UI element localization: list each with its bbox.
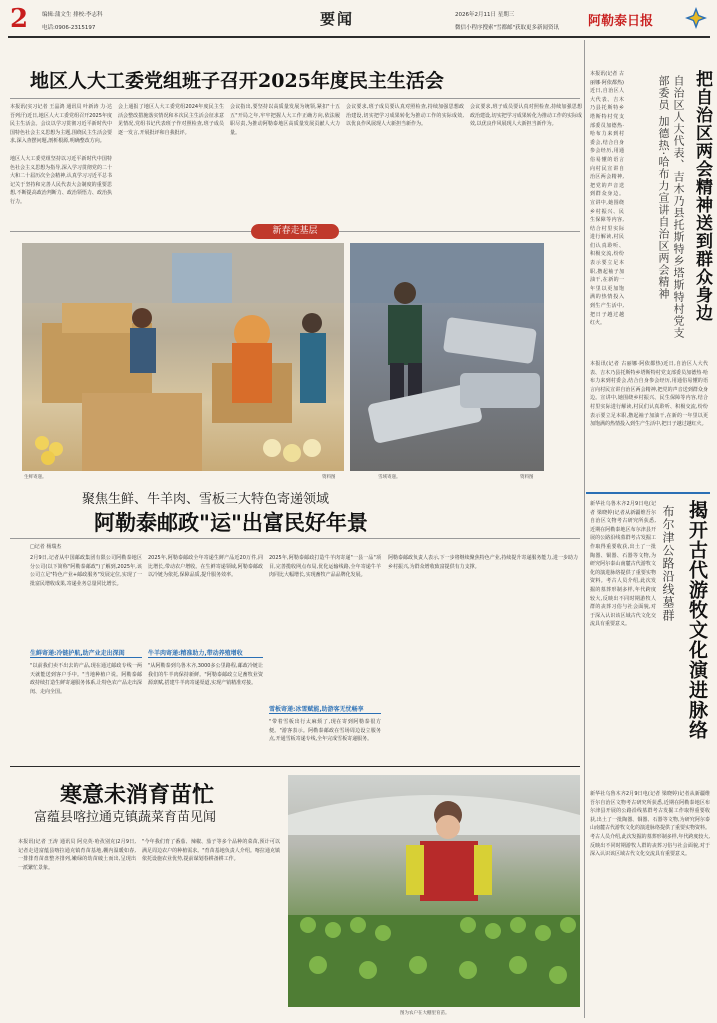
article2-col1: 2月9日,记者从中国邮政集团有限公司阿勒泰地区分公司(以下简称"阿勒泰邮政")了解到,2025年,该公司立足"特色产业+邮政服务"发展定位,实现了一批富民增收成果,寄递业务总量同比增长。 (30, 555, 142, 587)
photo-seedlings (288, 775, 580, 1007)
caption-source-2: 资料图 (520, 475, 534, 480)
article1-title: 地区人大工委党组班子召开2025年度民主生活会 (30, 70, 444, 92)
side2-body-a: 新华社乌鲁木齐2月9日电(记者 梁晓婷)记者从新疆维吾尔自治区文物考古研究所获悉,近期在阿勒泰地区布尔津县开展的公路沿线墓群考古发掘工作取得重要收获,出土了一批陶器、铜器、石器等文物,为研究阿尔泰山南麓古代游牧文化的演进脉络提供了重要实物资料。考古人员介绍,此次发掘的墓葬形制多样,年代跨度较大,反映出不同时期游牧人群的丧葬习俗与社会面貌,对于深入认识该区域古代文化交流具有重要意义。 (590, 501, 656, 628)
article3-subtitle: 富蕴县喀拉通克镇蔬菜育苗见闻 (34, 810, 217, 825)
article2-col4: "从阿勒泰到乌鲁木齐,3000多公里路程,邮政冷链让我们的牛羊肉保持新鲜。"阿勒泰邮政立足畜牧业资源禀赋,搭建牛羊肉寄递渠道,实现产销精准对接。 (148, 663, 263, 687)
brand-logo-icon (684, 6, 708, 30)
side1-subtitle: 自治区人大代表、吉木乃县托斯特乡塔斯特村党支部委员 加德热·哈布力宣讲自治区两会精神 (657, 75, 685, 339)
article2-col7: 阿勒泰邮政负责人表示,下一步将继续聚焦特色产业,持续提升寄递服务能力,进一步助力乡村振兴,为群众增收致富提供有力支撑。 (388, 555, 578, 570)
article2-byline: □记者 杨瑞杰 (30, 544, 62, 550)
pullquote-fresh-rule (30, 657, 142, 658)
side2-body-b: 新华社乌鲁木齐2月9日电(记者 梁晓婷)记者从新疆维吾尔自治区文物考古研究所获悉,近期在阿勒泰地区布尔津县开展的公路沿线墓群考古发掘工作取得重要收获,出土了一批陶器、铜器、石器等文物,为研究阿尔泰山南麓古代游牧文化的演进脉络提供了重要实物资料。考古人员介绍,此次发掘的墓葬形制多样,年代跨度较大,反映出不同时期游牧人群的丧葬习俗与社会面貌,对于深入认识该区域古代文化交流具有重要意义。 (590, 791, 710, 858)
article2-col6: "带着雪板出行太麻烦了,现在寄到阿勒泰很方便。"游客表示。阿勒泰邮政在雪场周边设立服务点,开通雪板寄递专线,全年完成雪板寄递服务。 (269, 719, 381, 743)
photo-snowboard-mail (350, 243, 544, 471)
article2-col2: "以前我们卖不出去的产品,现在通过邮政专线一两天就能送到客户手中。"当地种植户说。阿勒泰邮政持续打造生鲜寄递服务体系,让特色农产品走出深闺、走向全国。 (30, 663, 142, 695)
article3-title: 寒意未消育苗忙 (60, 782, 215, 808)
photo-fresh-mail (22, 243, 344, 471)
caption-snowboard-mail: 雪域寄递。 (378, 475, 401, 480)
pullquote-snow: 雪板寄递:冰雪赋能,助游客无忧畅享 (269, 706, 364, 713)
article3-rule (10, 766, 580, 767)
phone-line: 电话:0906-2315197 (42, 25, 96, 31)
header-rule (8, 36, 710, 38)
caption-seedlings: 图为农户在大棚里育苗。 (400, 1011, 450, 1016)
pullquote-meat: 牛羊肉寄递:精准助力,带动养殖增收 (148, 650, 243, 657)
pullquote-meat-rule (148, 657, 263, 658)
article1-col5: 会议要求,班子成员要认真对照检查,持续加强思想政治建设,切实把学习成果转化为推动工作的实际成效,以优良作风展现人大新担当新作为。 (346, 104, 464, 128)
side2-subtitle: 布尔津公路沿线墓群 (661, 505, 675, 622)
caption-fresh-mail: 生鲜寄递。 (24, 475, 47, 480)
right-column-divider (584, 40, 585, 1018)
article2-col5: 2025年,阿勒泰邮政打造牛羊肉寄递"一县一品"项目,完善揽收网点布局,优化运输线路,全年寄递牛羊肉同比大幅增长,实现畜牧产品品牌化发展。 (269, 555, 381, 579)
article1-col3: 会上通报了地区人大工委党组2024年度民主生活会整改措施落实情况和本次民主生活会征求意见情况,党组书记代表班子作对照检查,班子成员逐一发言,开展批评和自我批评。 (118, 104, 224, 136)
editor-line: 编辑:蒲文生 排校:李志科 (42, 12, 103, 18)
banner-new-year: 新春走基层 (251, 224, 339, 239)
pullquote-fresh: 生鲜寄递:冷链护航,助产业走出深闺 (30, 650, 125, 657)
article2-title: 阿勒泰邮政"运"出富民好年景 (94, 510, 368, 535)
article1-col2: 地区人大工委党组坚持以习近平新时代中国特色社会主义思想为指导,深入学习贯彻党的二十大和二十届历次全会精神,认真学习习近平总书记关于坚持和完善人民代表大会制度的重要思想,不断提高政治判断力、政治领悟力、政治执行力。 (10, 156, 112, 205)
article1-col1: 本报讯(实习记者 王晶鸿 通讯员 叶新涛 力·达吾列汗)近日,地区人大工委党组召开2025年度民主生活会。会议以学习贯彻习近平新时代中国特色社会主义思想为主题,围绕民主生活会要求,深入查摆问题,剖析根源,明确整改方向。 (10, 104, 112, 145)
caption-source-1: 资料图 (322, 475, 336, 480)
article2-col3: 2025年,阿勒泰邮政全年寄递生鲜产品近20万件,同比增长,带动农户增收。在生鲜寄递领域,阿勒泰邮政以冷链为依托,保障品质,提升服务效率。 (148, 555, 263, 579)
side1-title: 把自治区两会精神送到群众身边 (692, 70, 712, 322)
article1-col4: 会议指出,要坚持以高质量发展为统领,紧扣"十五五"开局之年,牢牢把握人大工作正确方向,依法履职尽责,为推动阿勒泰地区高质量发展贡献人大力量。 (230, 104, 340, 136)
pullquote-snow-rule (269, 713, 381, 714)
article2-kicker: 聚焦生鲜、牛羊肉、雪板三大特色寄递领域 (82, 492, 330, 507)
article3-col2: "今年我们育了番茄、辣椒、茄子等多个品种的菜苗,预计可以满足周边农户的种植需求。"育苗基地负责人介绍。喀拉通克镇依托设施农业优势,提前谋划春耕备耕工作。 (142, 839, 280, 863)
article2-rule (10, 538, 580, 539)
promo-line: 微信小程序搜索"雪都邮"获取更多新闻资讯 (455, 25, 560, 31)
date-line: 2026年2月11日 星期三 (455, 12, 515, 18)
page-number: 2 (10, 4, 29, 34)
brand-name: 阿勒泰日报 (588, 14, 654, 29)
article3-col1: 本报讯(记者 王涛 通讯员 阿克英·哈孜别克)2月9日,记者走进富蕴县喀拉通克镇育苗基地,棚内温暖如春,一排排育苗盘整齐排列,嫩绿的幼苗破土而出,呈现出一派繁忙景象。 (18, 839, 136, 871)
article1-rule (10, 98, 580, 99)
side2-title: 揭开古代游牧文化演进脉络 (686, 500, 708, 740)
side2-top-rule (586, 492, 710, 494)
side1-body-b: 本报讯(记者 古丽娜·阿依都热)近日,自治区人大代表、吉木乃县托斯特乡塔斯特村党支部委员加德热·哈布力来到村委会,结合自身参会经历,用通俗易懂的语言向村民宣讲自治区两会精神,把党的声音送到群众身边。宣讲中,她围绕乡村振兴、民生保障等内容,结合村里实际进行解读,村民们认真聆听、积极交流,纷纷表示要立足本职,撸起袖子加油干,在新的一年里以更加饱满的热情投入到生产生活中,把日子越过越红火。 (590, 361, 708, 428)
section-title: 要闻 (320, 10, 355, 28)
article1-col6: 会议要求,班子成员要认真对照检查,持续加强思想政治建设,切实把学习成果转化为推动工作的实际成效,以优良作风展现人大新担当新作为。 (470, 104, 582, 128)
side1-body-a: 本报讯(记者 古丽娜·阿依都热)近日,自治区人大代表、吉木乃县托斯特乡塔斯特村党支部委员加德热·哈布力来到村委会,结合自身参会经历,用通俗易懂的语言向村民宣讲自治区两会精神,把党的声音送到群众身边。宣讲中,她围绕乡村振兴、民生保障等内容,结合村里实际进行解读,村民们认真聆听、积极交流,纷纷表示要立足本职,撸起袖子加油干,在新的一年里以更加饱满的热情投入到生产生活中,把日子越过越红火。 (590, 71, 624, 327)
